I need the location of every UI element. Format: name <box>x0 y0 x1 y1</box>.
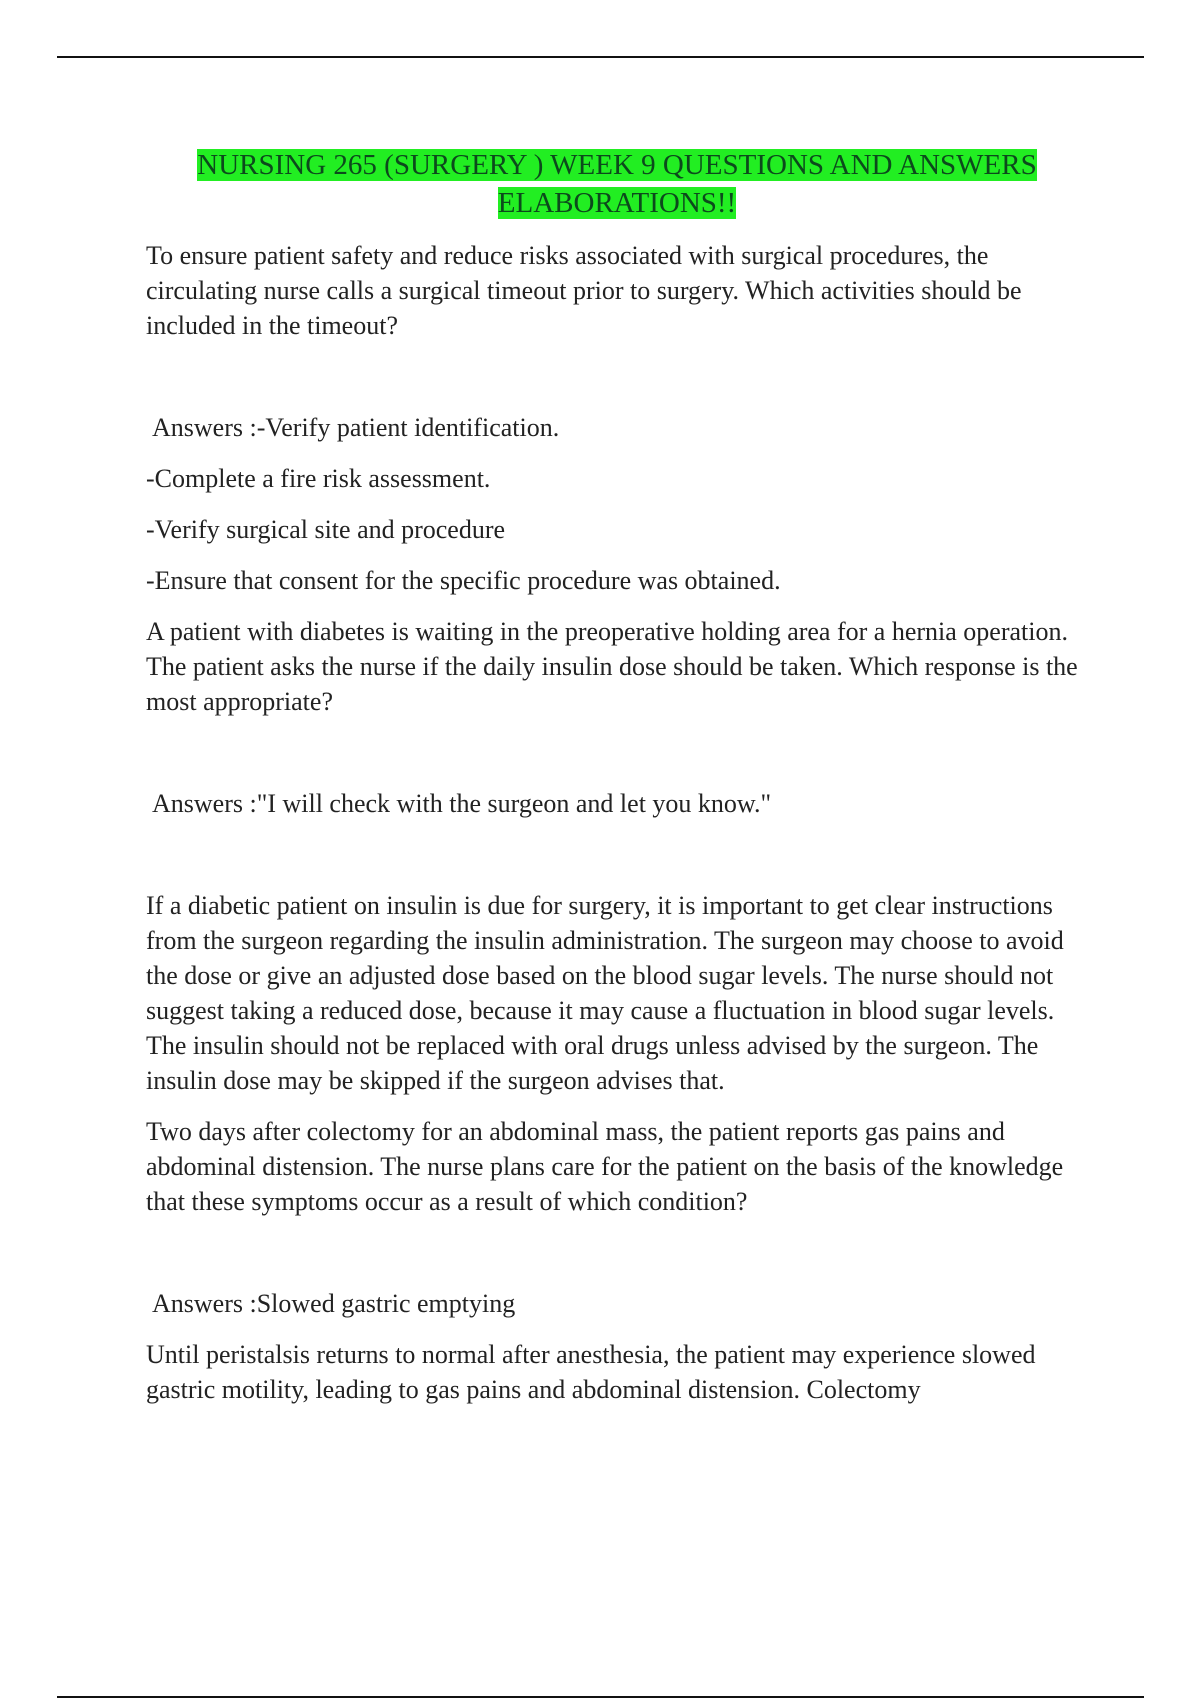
answer-1: Answers :-Verify patient identification. <box>152 413 560 442</box>
question-2: A patient with diabetes is waiting in the preoperative holding area for a hernia operation. The patient asks the nurse if the daily insulin dose should be taken. Which response is the most appropriate? <box>146 617 1078 716</box>
answer-1-item-2: -Complete a fire risk assessment. <box>146 464 491 493</box>
header-rule <box>57 56 1144 58</box>
explanation-3: Until peristalsis returns to normal after anesthesia, the patient may experience slowed gastric motility, leading to gas pains and abdominal distension. Colectomy <box>146 1340 1036 1404</box>
explanation-2: If a diabetic patient on insulin is due for surgery, it is important to get clear instructions from the surgeon regarding the insulin administration. The surgeon may choose to avoid the dose or give an adjusted dose based on the blood sugar levels. The nurse should not suggest taking a reduced dose, because it may cause a fluctuation in blood sugar levels. The insulin should not be replaced with oral drugs unless advised by the surgeon. The insulin dose may be skipped if the surgeon advises that. <box>146 891 1064 1095</box>
document-title <box>146 146 1088 222</box>
question-3: Two days after colectomy for an abdominal mass, the patient reports gas pains and abdominal distension. The nurse plans care for the patient on the basis of the knowledge that these symptoms occur as a result of which condition? <box>146 1117 1064 1216</box>
document-body <box>146 146 1088 1407</box>
answer-1-item-3: -Verify surgical site and procedure <box>146 515 506 544</box>
answer-2: Answers :"I will check with the surgeon and let you know." <box>152 789 772 818</box>
footer-rule <box>57 1696 1144 1698</box>
question-1: To ensure patient safety and reduce risks associated with surgical procedures, the circulating nurse calls a surgical timeout prior to surgery. Which activities should be included in the timeout? <box>146 241 1022 340</box>
title-highlight: NURSING 265 (SURGERY ) WEEK 9 QUESTIONS AND ANSWERS ELABORATIONS!! <box>197 149 1037 219</box>
answer-1-item-4: -Ensure that consent for the specific procedure was obtained. <box>146 566 781 595</box>
answer-3: Answers :Slowed gastric emptying <box>152 1289 516 1318</box>
